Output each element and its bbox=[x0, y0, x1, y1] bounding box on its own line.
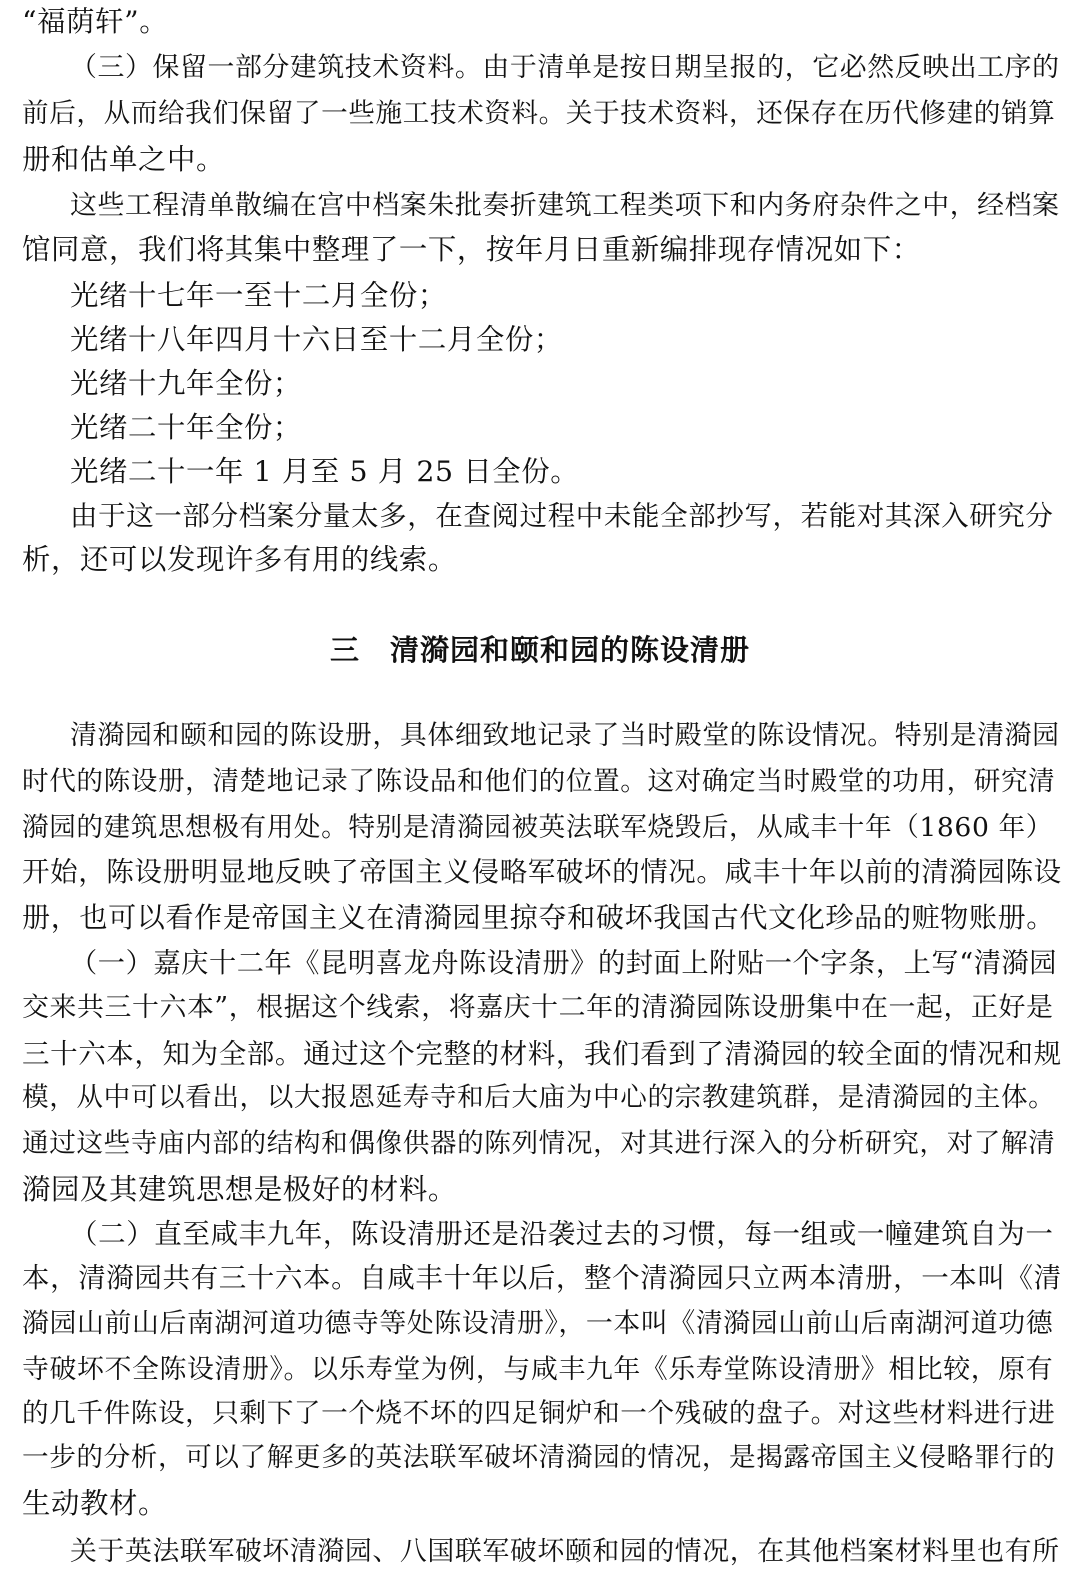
text-line: （三）保留一部分建筑技术资料。由于清单是按日期呈报的，它必然反映出工序的 bbox=[70, 52, 1060, 83]
text-line: 光绪十九年全份； bbox=[70, 367, 302, 400]
text-line: 册和估单之中。 bbox=[22, 143, 225, 176]
text-line: 交来共三十六本”，根据这个线索，将嘉庆十二年的清漪园陈设册集中在一起，正好是 bbox=[22, 992, 1054, 1023]
text-line: 前后，从而给我们保留了一些施工技术资料。关于技术资料，还保存在历代修建的销算 bbox=[22, 98, 1056, 129]
text-line: 漪园及其建筑思想是极好的材料。 bbox=[22, 1173, 457, 1206]
text-line: 光绪十八年四月十六日至十二月全份； bbox=[70, 323, 563, 356]
text-line: 光绪二十一年 1 月至 5 月 25 日全份。 bbox=[70, 455, 580, 488]
text-line: 光绪十七年一至十二月全份； bbox=[70, 279, 447, 312]
text-line: 的几千件陈设，只剩下了一个烧不坏的四足铜炉和一个残破的盘子。对这些材料进行进 bbox=[22, 1398, 1056, 1429]
text-line: 时代的陈设册，清楚地记录了陈设品和他们的位置。这对确定当时殿堂的功用，研究清 bbox=[22, 766, 1056, 797]
text-line: 册，也可以看作是帝国主义在清漪园里掠夺和破坏我国古代文化珍品的赃物账册。 bbox=[22, 901, 1055, 934]
text-line: 寺破坏不全陈设清册》。以乐寿堂为例，与咸丰九年《乐寿堂陈设清册》相比较，原有 bbox=[22, 1354, 1054, 1385]
text-line: 由于这一部分档案分量太多，在查阅过程中未能全部抄写，若能对其深入研究分 bbox=[70, 500, 1054, 532]
text-line: 漪园的建筑思想极有用处。特别是清漪园被英法联军烧毁后，从咸丰十年（1860 年） bbox=[22, 812, 1053, 843]
text-line: 析，还可以发现许多有用的线索。 bbox=[22, 543, 457, 576]
text-line: 一步的分析，可以了解更多的英法联军破坏清漪园的情况，是揭露帝国主义侵略罪行的 bbox=[22, 1442, 1056, 1473]
text-line: 清漪园和颐和园的陈设册，具体细致地记录了当时殿堂的陈设情况。特别是清漪园 bbox=[70, 720, 1060, 751]
text-line: （二）直至咸丰九年，陈设清册还是沿袭过去的习惯，每一组或一幢建筑自为一 bbox=[70, 1218, 1054, 1250]
text-line: 这些工程清单散编在宫中档案朱批奏折建筑工程类项下和内务府杂件之中，经档案 bbox=[70, 190, 1060, 221]
text-line: “福荫轩”。 bbox=[22, 5, 169, 38]
text-line: 馆同意，我们将其集中整理了一下，按年月日重新编排现存情况如下： bbox=[22, 233, 921, 266]
text-line: 光绪二十年全份； bbox=[70, 411, 302, 444]
section-heading: 三 清漪园和颐和园的陈设清册 bbox=[329, 633, 750, 667]
text-line: 本，清漪园共有三十六本。自咸丰十年以后，整个清漪园只立两本清册，一本叫《清 bbox=[22, 1262, 1062, 1294]
text-line: 关于英法联军破坏清漪园、八国联军破坏颐和园的情况，在其他档案材料里也有所 bbox=[70, 1536, 1060, 1567]
text-line: 模，从中可以看出，以大报恩延寿寺和后大庙为中心的宗教建筑群，是清漪园的主体。 bbox=[22, 1082, 1056, 1113]
text-line: 漪园山前山后南湖河道功德寺等处陈设清册》，一本叫《清漪园山前山后南湖河道功德 bbox=[22, 1308, 1054, 1339]
text-line: 通过这些寺庙内部的结构和偶像供器的陈列情况，对其进行深入的分析研究，对了解清 bbox=[22, 1128, 1056, 1159]
text-line: 生动教材。 bbox=[22, 1487, 167, 1520]
text-line: （一）嘉庆十二年《昆明喜龙舟陈设清册》的封面上附贴一个字条，上写“清漪园 bbox=[70, 948, 1058, 979]
text-line: 三十六本，知为全部。通过这个完整的材料，我们看到了清漪园的较全面的情况和规 bbox=[22, 1038, 1062, 1070]
text-line: 开始，陈设册明显地反映了帝国主义侵略军破坏的情况。咸丰十年以前的清漪园陈设 bbox=[22, 856, 1062, 888]
